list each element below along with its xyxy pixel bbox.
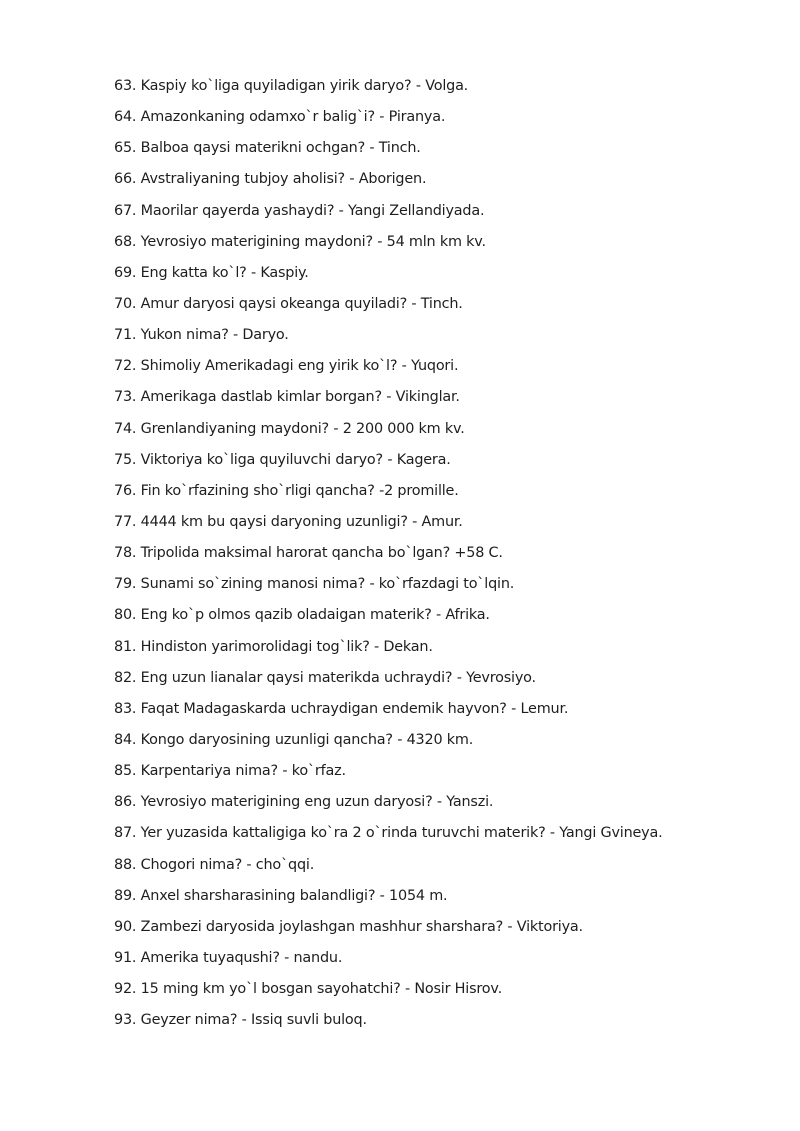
list-item: 86. Yevrosiyo materigining eng uzun daryosi? - Yanszi. (114, 794, 494, 811)
list-item: 70. Amur daryosi qaysi okeanga quyiladi? - Tinch. (114, 295, 463, 312)
list-item: 75. Viktoriya ko`liga quyiluvchi daryo? - Kagera. (114, 451, 451, 468)
list-item: 85. Karpentariya nima? - ko`rfaz. (114, 763, 346, 780)
list-item: 65. Balboa qaysi materikni ochgan? - Tinch. (114, 140, 421, 157)
list-item: 82. Eng uzun lianalar qaysi materikda uchraydi? - Yevrosiyo. (114, 669, 536, 686)
list-item: 71. Yukon nima? - Daryo. (114, 327, 289, 344)
list-item: 88. Chogori nima? - cho`qqi. (114, 856, 315, 873)
list-item: 73. Amerikaga dastlab kimlar borgan? - Vikinglar. (114, 389, 460, 406)
list-item: 63. Kaspiy ko`liga quyiladigan yirik daryo? - Volga. (114, 78, 469, 94)
list-item: 76. Fin ko`rfazining sho`rligi qancha? -2 promille. (114, 482, 459, 499)
list-item: 77. 4444 km bu qaysi daryoning uzunligi? - Amur. (114, 513, 463, 530)
list-item: 93. Geyzer nima? - Issiq suvli buloq. (114, 1012, 367, 1029)
list-item: 67. Maorilar qayerda yashaydi? - Yangi Zellandiyada. (114, 202, 485, 219)
list-item: 78. Tripolida maksimal harorat qancha bo`lgan? +58 C. (114, 545, 503, 562)
list-item: 79. Sunami so`zining manosi nima? - ko`rfazdagi to`lqin. (114, 576, 515, 593)
list-item: 74. Grenlandiyaning maydoni? - 2 200 000 km kv. (114, 420, 465, 437)
list-item: 92. 15 ming km yo`l bosgan sayohatchi? - Nosir Hisrov. (114, 981, 502, 998)
list-item: 91. Amerika tuyaqushi? - nandu. (114, 949, 343, 966)
question-answer-list (114, 74, 662, 1039)
list-item: 72. Shimoliy Amerikadagi eng yirik ko`l? - Yuqori. (114, 358, 459, 375)
list-item: 68. Yevrosiyo materigining maydoni? - 54 mln km kv. (114, 233, 486, 250)
list-item: 89. Anxel sharsharasining balandligi? - 1054 m. (114, 887, 448, 904)
list-item: 64. Amazonkaning odamxo`r balig`i? - Piranya. (114, 109, 446, 126)
list-item: 83. Faqat Madagaskarda uchraydigan endemik hayvon? - Lemur. (114, 700, 569, 717)
list-item: 87. Yer yuzasida kattaligiga ko`ra 2 o`rinda turuvchi materik? - Yangi Gvineya. (114, 825, 663, 842)
list-item: 90. Zambezi daryosida joylashgan mashhur sharshara? - Viktoriya. (114, 918, 583, 935)
list-item: 80. Eng ko`p olmos qazib oladaigan materik? - Afrika. (114, 607, 490, 624)
list-item: 66. Avstraliyaning tubjoy aholisi? - Aborigen. (114, 171, 427, 188)
list-item: 69. Eng katta ko`l? - Kaspiy. (114, 264, 309, 281)
list-item: 81. Hindiston yarimorolidagi tog`lik? - Dekan. (114, 638, 433, 655)
list-item: 84. Kongo daryosining uzunligi qancha? - 4320 km. (114, 731, 474, 748)
